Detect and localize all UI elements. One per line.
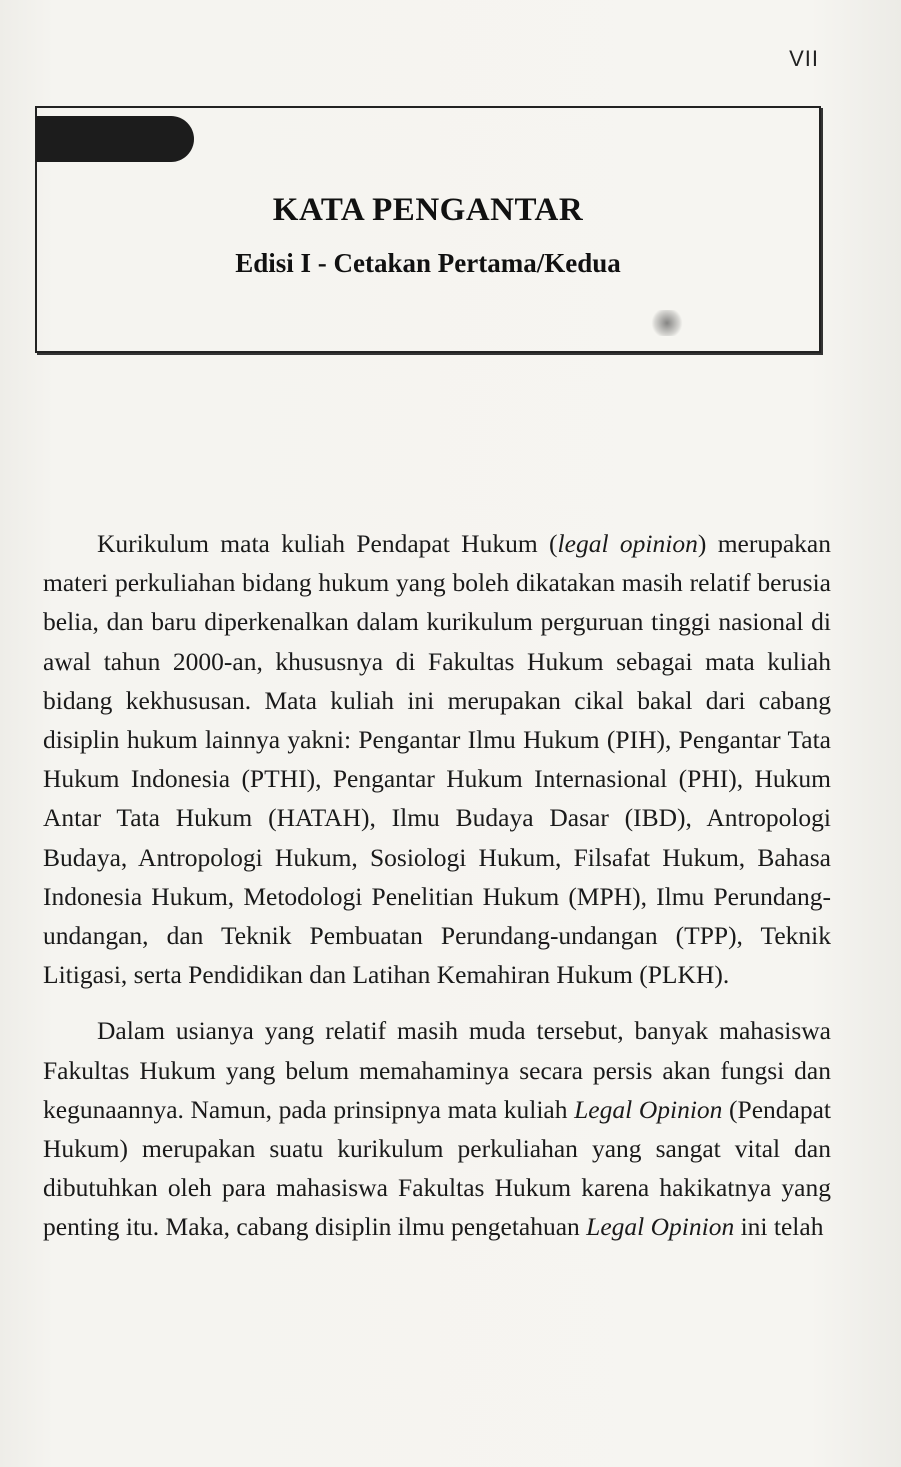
paragraph-2-text-b: (Pendapat Hukum) merupakan suatu kurikulum perkuliahan yang sangat vital dan dibutuhkan oleh para mahasiswa Fakultas Hukum karena hakikatnya yang penting itu. Maka, cabang disiplin ilmu pengetahuan [43, 1094, 831, 1242]
edition-subtitle: Edisi I - Cetakan Pertama/Kedua [235, 248, 621, 278]
paragraph-1-text-b: ) merupakan materi perkuliahan bidang hukum yang boleh dikatakan masih relatif berusia belia, dan baru diperkenalkan dalam kurikulum perguruan tinggi nasional di awal tahun 2000-an, khususnya di Fakultas Hukum sebagai mata kuliah bidang kekhususan. Mata kuliah ini merupakan cikal bakal dari cabang disiplin hukum lainnya yakni: Pengantar Ilmu Hukum (PIH), Pengantar Tata Hukum Indonesia (PTHI), Pengantar Hukum Internasional (PHI), Hukum Antar Tata Hukum (HATAH), Ilmu Budaya Dasar (IBD), Antropologi Budaya, Antropologi Hukum, Sosiologi Hukum, Filsafat Hukum, Bahasa Indonesia Hukum, Metodologi Penelitian Hukum (MPH), Ilmu Perundang-undangan, dan Teknik Pembuatan Perundang-undangan (TPP), Teknik Litigasi, serta Pendidikan dan Latihan Kemahiran Hukum (PLKH). [43, 529, 831, 990]
title-tab-decoration [36, 116, 194, 162]
ink-smudge [649, 310, 685, 336]
paragraph-2-text-a: Dalam usianya yang relatif masih muda tersebut, banyak mahasiswa Fakultas Hukum yang belum memahaminya secara persis akan fungsi dan kegunaannya. Namun, pada prinsipnya mata kuliah [43, 1016, 831, 1124]
body-text [43, 524, 831, 1247]
paragraph-2 [43, 1011, 831, 1246]
paragraph-2-italic-term-1: Legal Opinion [574, 1094, 723, 1124]
paragraph-1-italic-term: legal opinion [557, 529, 698, 558]
page-number: VII [789, 46, 819, 71]
paragraph-2-text-c: ini telah [734, 1212, 824, 1242]
paragraph-1-text-a: Kurikulum mata kuliah Pendapat Hukum ( [97, 529, 558, 558]
paragraph-2-italic-term-2: Legal Opinion [586, 1212, 735, 1242]
title-box [35, 106, 821, 353]
paragraph-1 [43, 524, 831, 994]
page-title: KATA PENGANTAR [272, 192, 584, 228]
